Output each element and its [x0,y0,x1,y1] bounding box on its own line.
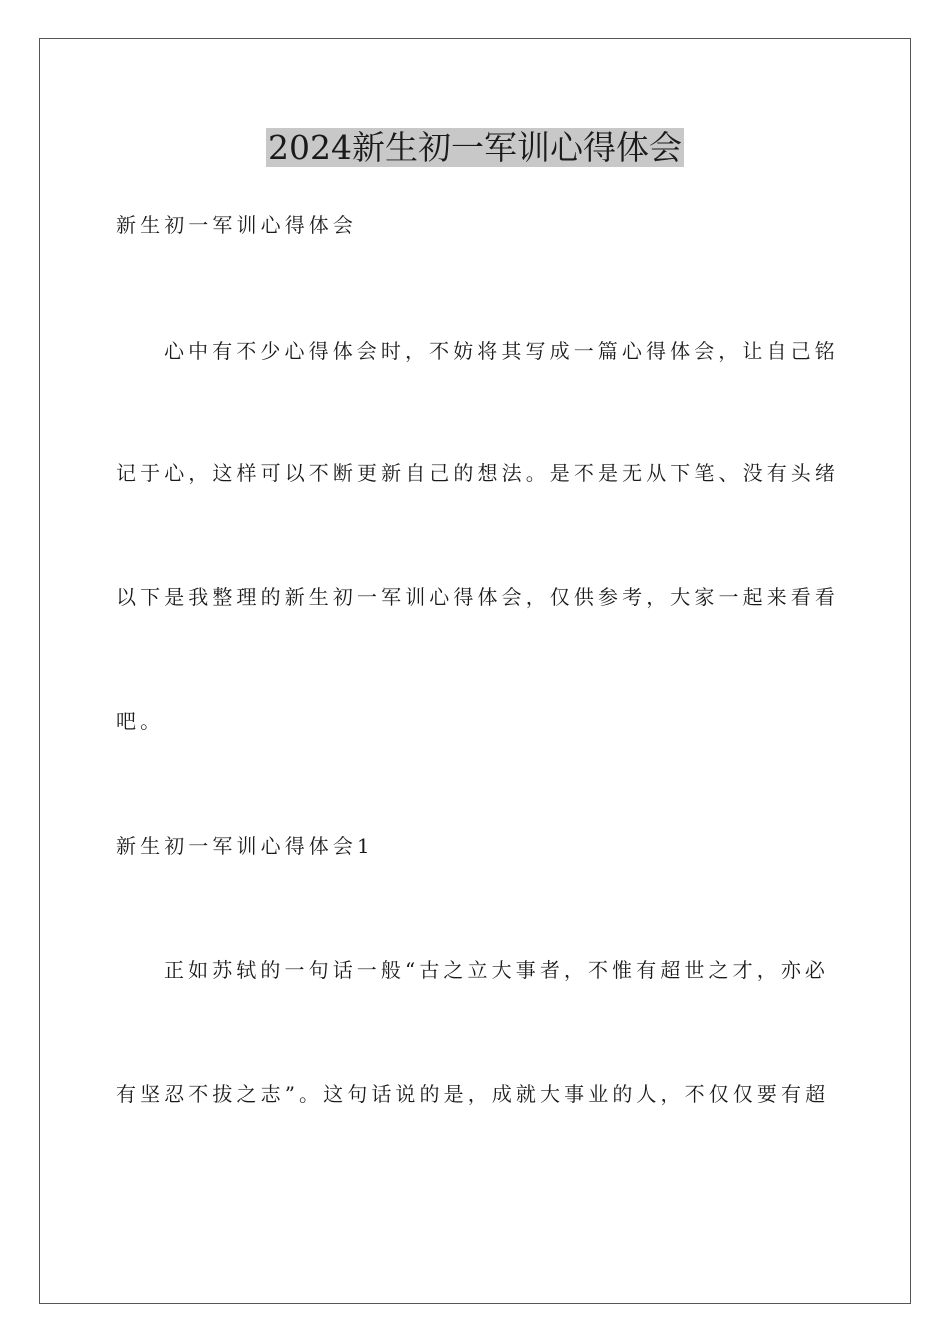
document-title-text: 2024新生初一军训心得体会 [268,128,682,167]
paragraph-line: 吧。 [116,709,165,733]
paragraph-line: 心中有不少心得体会时，不妨将其写成一篇心得体会，让自己铭 [164,339,839,363]
section-heading: 新生初一军训心得体会1 [116,834,374,858]
subtitle-line: 新生初一军训心得体会 [116,213,357,237]
paragraph-line: 有坚忍不拔之志”。这句话说的是，成就大事业的人，不仅仅要有超 [116,1082,830,1106]
document-title [0,126,950,170]
paragraph-line: 记于心，这样可以不断更新自己的想法。是不是无从下笔、没有头绪 [116,461,839,485]
paragraph-line: 以下是我整理的新生初一军训心得体会，仅供参考，大家一起来看看 [116,585,839,609]
paragraph-line: 正如苏轼的一句话一般“古之立大事者，不惟有超世之才，亦必 [164,958,830,982]
